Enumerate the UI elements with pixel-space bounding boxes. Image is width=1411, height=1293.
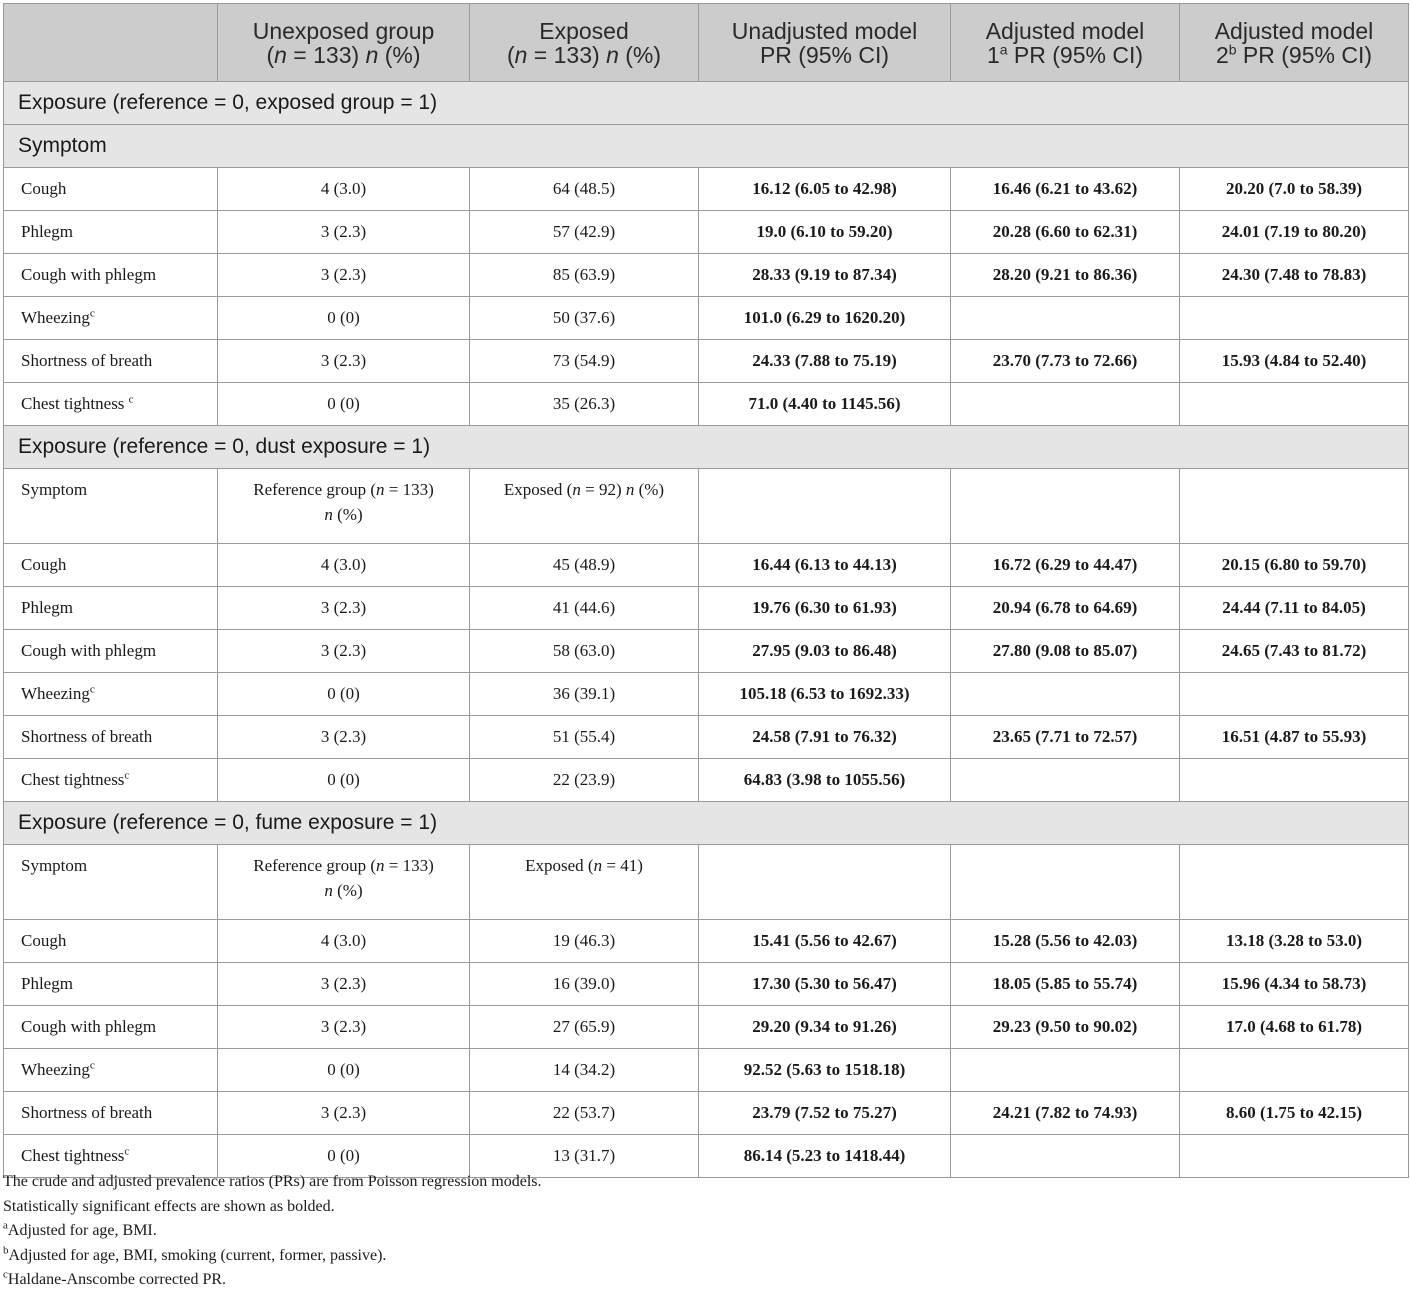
adjusted-2-pr-cell: 15.96 (4.34 to 58.73): [1180, 963, 1409, 1006]
symptom-cell: Phlegm: [4, 587, 218, 630]
symptom-header-cell: Symptom: [4, 845, 218, 920]
exposed-count-cell: 13 (31.7): [470, 1135, 699, 1178]
adjusted-2-pr-cell: 17.0 (4.68 to 61.78): [1180, 1006, 1409, 1049]
adjusted-1-pr-cell: 29.23 (9.50 to 90.02): [951, 1006, 1180, 1049]
table-footnotes: [3, 1170, 1103, 1293]
unadjusted-pr-cell: 29.20 (9.34 to 91.26): [699, 1006, 951, 1049]
exposed-count-cell: 85 (63.9): [470, 254, 699, 297]
adjusted-2-pr-cell: 24.65 (7.43 to 81.72): [1180, 630, 1409, 673]
reference-count-cell: 3 (2.3): [218, 211, 470, 254]
empty-header-cell: [951, 469, 1180, 544]
table-row: [4, 716, 1409, 759]
header-blank: [4, 4, 218, 82]
adjusted-1-pr-cell: [951, 673, 1180, 716]
symptom-cell: Wheezing$^c$: [4, 673, 218, 716]
unadjusted-pr-cell: 17.30 (5.30 to 56.47): [699, 963, 951, 1006]
adjusted-2-pr-cell: 24.01 (7.19 to 80.20): [1180, 211, 1409, 254]
section-title-row: [4, 802, 1409, 845]
exposed-count-cell: 27 (65.9): [470, 1006, 699, 1049]
adjusted-2-pr-cell: 24.44 (7.11 to 84.05): [1180, 587, 1409, 630]
table-row: [4, 673, 1409, 716]
symptom-cell: Wheezing$^c$: [4, 1049, 218, 1092]
reference-count-cell: 3 (2.3): [218, 963, 470, 1006]
symptom-cell: Cough: [4, 168, 218, 211]
header-exposed: [470, 4, 699, 82]
footnote-line: The crude and adjusted prevalence ratios (PRs) are from Poisson regression models.: [3, 1173, 542, 1190]
adjusted-2-pr-cell: 13.18 (3.28 to 53.0): [1180, 920, 1409, 963]
reference-count-cell: 0 (0): [218, 673, 470, 716]
header-exposed-line1: Exposed: [539, 17, 629, 44]
exposed-header-cell: Exposed (n = 92) n (%): [470, 469, 699, 544]
exposed-count-cell: 73 (54.9): [470, 340, 699, 383]
reference-count-cell: 0 (0): [218, 759, 470, 802]
adjusted-1-pr-cell: 20.28 (6.60 to 62.31): [951, 211, 1180, 254]
exposed-count-cell: 16 (39.0): [470, 963, 699, 1006]
unadjusted-pr-cell: 19.0 (6.10 to 59.20): [699, 211, 951, 254]
table-row: [4, 383, 1409, 426]
unadjusted-pr-cell: 16.12 (6.05 to 42.98): [699, 168, 951, 211]
exposed-count-cell: 58 (63.0): [470, 630, 699, 673]
header-unadjusted-model: Unadjusted model PR (95% CI): [699, 4, 951, 82]
reference-count-cell: 3 (2.3): [218, 1006, 470, 1049]
adjusted-1-pr-cell: 16.72 (6.29 to 44.47): [951, 544, 1180, 587]
table-row: [4, 544, 1409, 587]
adjusted-2-pr-cell: 24.30 (7.48 to 78.83): [1180, 254, 1409, 297]
section-column-header-row: [4, 845, 1409, 920]
adjusted-1-pr-cell: 23.70 (7.73 to 72.66): [951, 340, 1180, 383]
reference-count-cell: 3 (2.3): [218, 716, 470, 759]
adjusted-2-pr-cell: 20.15 (6.80 to 59.70): [1180, 544, 1409, 587]
adjusted-1-pr-cell: [951, 759, 1180, 802]
reference-count-cell: 4 (3.0): [218, 168, 470, 211]
adjusted-1-pr-cell: 15.28 (5.56 to 42.03): [951, 920, 1180, 963]
adjusted-2-pr-cell: [1180, 383, 1409, 426]
table-row: [4, 587, 1409, 630]
unadjusted-pr-cell: 23.79 (7.52 to 75.27): [699, 1092, 951, 1135]
symptom-cell: Cough: [4, 920, 218, 963]
adjusted-1-pr-cell: [951, 1049, 1180, 1092]
exposed-count-cell: 36 (39.1): [470, 673, 699, 716]
unadjusted-pr-cell: 64.83 (3.98 to 1055.56): [699, 759, 951, 802]
empty-header-cell: [1180, 469, 1409, 544]
table-row: [4, 340, 1409, 383]
adjusted-2-pr-cell: [1180, 1135, 1409, 1178]
table-header-row: [4, 4, 1409, 82]
table-row: [4, 211, 1409, 254]
empty-header-cell: [1180, 845, 1409, 920]
section-subheader: Symptom: [4, 125, 1409, 168]
exposed-count-cell: 19 (46.3): [470, 920, 699, 963]
section-subheader-row: [4, 125, 1409, 168]
unadjusted-pr-cell: 24.58 (7.91 to 76.32): [699, 716, 951, 759]
unadjusted-pr-cell: 101.0 (6.29 to 1620.20): [699, 297, 951, 340]
reference-count-cell: 0 (0): [218, 383, 470, 426]
section-title-row: [4, 82, 1409, 125]
table-row: [4, 168, 1409, 211]
reference-count-cell: 3 (2.3): [218, 630, 470, 673]
reference-count-cell: 3 (2.3): [218, 587, 470, 630]
table-body: [4, 168, 1409, 1178]
adjusted-2-pr-cell: 16.51 (4.87 to 55.93): [1180, 716, 1409, 759]
unadjusted-pr-cell: 105.18 (6.53 to 1692.33): [699, 673, 951, 716]
adjusted-2-pr-cell: [1180, 673, 1409, 716]
table-row: [4, 1092, 1409, 1135]
reference-count-cell: 0 (0): [218, 1049, 470, 1092]
table-row: [4, 1006, 1409, 1049]
unadjusted-pr-cell: 28.33 (9.19 to 87.34): [699, 254, 951, 297]
footnote-a: $^a$Adjusted for age, BMI.: [3, 1219, 157, 1239]
reference-group-header-cell: Reference group (n = 133) n (%): [218, 469, 470, 544]
footnote-c: $^c$Haldane-Anscombe corrected PR.: [3, 1268, 227, 1288]
adjusted-1-pr-cell: [951, 297, 1180, 340]
table-row: [4, 920, 1409, 963]
reference-group-header-cell: Reference group (n = 133) n (%): [218, 845, 470, 920]
symptom-cell: Shortness of breath: [4, 340, 218, 383]
section-title: Exposure (reference = 0, fume exposure = 1): [4, 802, 1409, 845]
symptom-cell: Chest tightness $^c$: [4, 383, 218, 426]
reference-count-cell: 4 (3.0): [218, 544, 470, 587]
adjusted-2-pr-cell: [1180, 759, 1409, 802]
adjusted-1-pr-cell: 28.20 (9.21 to 86.36): [951, 254, 1180, 297]
symptom-cell: Cough with phlegm: [4, 1006, 218, 1049]
adjusted-1-pr-cell: 18.05 (5.85 to 55.74): [951, 963, 1180, 1006]
adjusted-2-pr-cell: 8.60 (1.75 to 42.15): [1180, 1092, 1409, 1135]
section-title: Exposure (reference = 0, exposed group = 1): [4, 82, 1409, 125]
adjusted-2-pr-cell: [1180, 1049, 1409, 1092]
prevalence-ratio-table: [3, 3, 1409, 1178]
symptom-cell: Cough: [4, 544, 218, 587]
symptom-cell: Wheezing$^c$: [4, 297, 218, 340]
empty-header-cell: [699, 845, 951, 920]
adjusted-2-pr-cell: [1180, 297, 1409, 340]
adjusted-2-pr-cell: 15.93 (4.84 to 52.40): [1180, 340, 1409, 383]
reference-count-cell: 0 (0): [218, 1135, 470, 1178]
header-exposed-line2: (n = 133) n (%): [506, 41, 662, 68]
table-row: [4, 254, 1409, 297]
header-unexposed-line1: Unexposed group: [252, 17, 435, 44]
empty-header-cell: [951, 845, 1180, 920]
table-row: [4, 630, 1409, 673]
unadjusted-pr-cell: 15.41 (5.56 to 42.67): [699, 920, 951, 963]
empty-header-cell: [699, 469, 951, 544]
symptom-cell: Phlegm: [4, 963, 218, 1006]
section-column-header-row: [4, 469, 1409, 544]
footnote-b: $^b$Adjusted for age, BMI, smoking (current, former, passive).: [3, 1244, 387, 1264]
exposed-count-cell: 51 (55.4): [470, 716, 699, 759]
header-unexposed-group: [218, 4, 470, 82]
table-row: [4, 1049, 1409, 1092]
symptom-cell: Chest tightness$^c$: [4, 1135, 218, 1178]
symptom-cell: Shortness of breath: [4, 716, 218, 759]
adjusted-1-pr-cell: 16.46 (6.21 to 43.62): [951, 168, 1180, 211]
symptom-cell: Cough with phlegm: [4, 630, 218, 673]
table-row: [4, 963, 1409, 1006]
reference-count-cell: 3 (2.3): [218, 1092, 470, 1135]
unadjusted-pr-cell: 86.14 (5.23 to 1418.44): [699, 1135, 951, 1178]
header-adjusted-model-1: Adjusted model 1$^a$ PR (95% CI): [951, 4, 1180, 82]
unadjusted-pr-cell: 27.95 (9.03 to 86.48): [699, 630, 951, 673]
exposed-count-cell: 45 (48.9): [470, 544, 699, 587]
section-title: Exposure (reference = 0, dust exposure = 1): [4, 426, 1409, 469]
table-row: [4, 759, 1409, 802]
exposed-count-cell: 35 (26.3): [470, 383, 699, 426]
exposed-count-cell: 22 (23.9): [470, 759, 699, 802]
exposed-count-cell: 64 (48.5): [470, 168, 699, 211]
symptom-cell: Chest tightness$^c$: [4, 759, 218, 802]
exposed-count-cell: 41 (44.6): [470, 587, 699, 630]
unadjusted-pr-cell: 16.44 (6.13 to 44.13): [699, 544, 951, 587]
footnote-line: Statistically significant effects are shown as bolded.: [3, 1197, 335, 1215]
exposed-count-cell: 57 (42.9): [470, 211, 699, 254]
adjusted-1-pr-cell: 24.21 (7.82 to 74.93): [951, 1092, 1180, 1135]
unadjusted-pr-cell: 92.52 (5.63 to 1518.18): [699, 1049, 951, 1092]
reference-count-cell: 0 (0): [218, 297, 470, 340]
header-adjusted-model-2: Adjusted model 2$^b$ PR (95% CI): [1180, 4, 1409, 82]
symptom-cell: Shortness of breath: [4, 1092, 218, 1135]
reference-count-cell: 3 (2.3): [218, 254, 470, 297]
unadjusted-pr-cell: 24.33 (7.88 to 75.19): [699, 340, 951, 383]
reference-count-cell: 3 (2.3): [218, 340, 470, 383]
adjusted-1-pr-cell: 20.94 (6.78 to 64.69): [951, 587, 1180, 630]
adjusted-1-pr-cell: 27.80 (9.08 to 85.07): [951, 630, 1180, 673]
symptom-cell: Cough with phlegm: [4, 254, 218, 297]
adjusted-1-pr-cell: [951, 383, 1180, 426]
adjusted-1-pr-cell: 23.65 (7.71 to 72.57): [951, 716, 1180, 759]
unadjusted-pr-cell: 19.76 (6.30 to 61.93): [699, 587, 951, 630]
exposed-count-cell: 14 (34.2): [470, 1049, 699, 1092]
exposed-header-cell: Exposed (n = 41): [470, 845, 699, 920]
symptom-cell: Phlegm: [4, 211, 218, 254]
reference-count-cell: 4 (3.0): [218, 920, 470, 963]
header-unexposed-line2: (n = 133) n (%): [266, 41, 421, 68]
adjusted-2-pr-cell: 20.20 (7.0 to 58.39): [1180, 168, 1409, 211]
section-title-row: [4, 426, 1409, 469]
exposed-count-cell: 50 (37.6): [470, 297, 699, 340]
unadjusted-pr-cell: 71.0 (4.40 to 1145.56): [699, 383, 951, 426]
symptom-header-cell: Symptom: [4, 469, 218, 544]
table-row: [4, 297, 1409, 340]
table-container: [3, 3, 1408, 1178]
exposed-count-cell: 22 (53.7): [470, 1092, 699, 1135]
